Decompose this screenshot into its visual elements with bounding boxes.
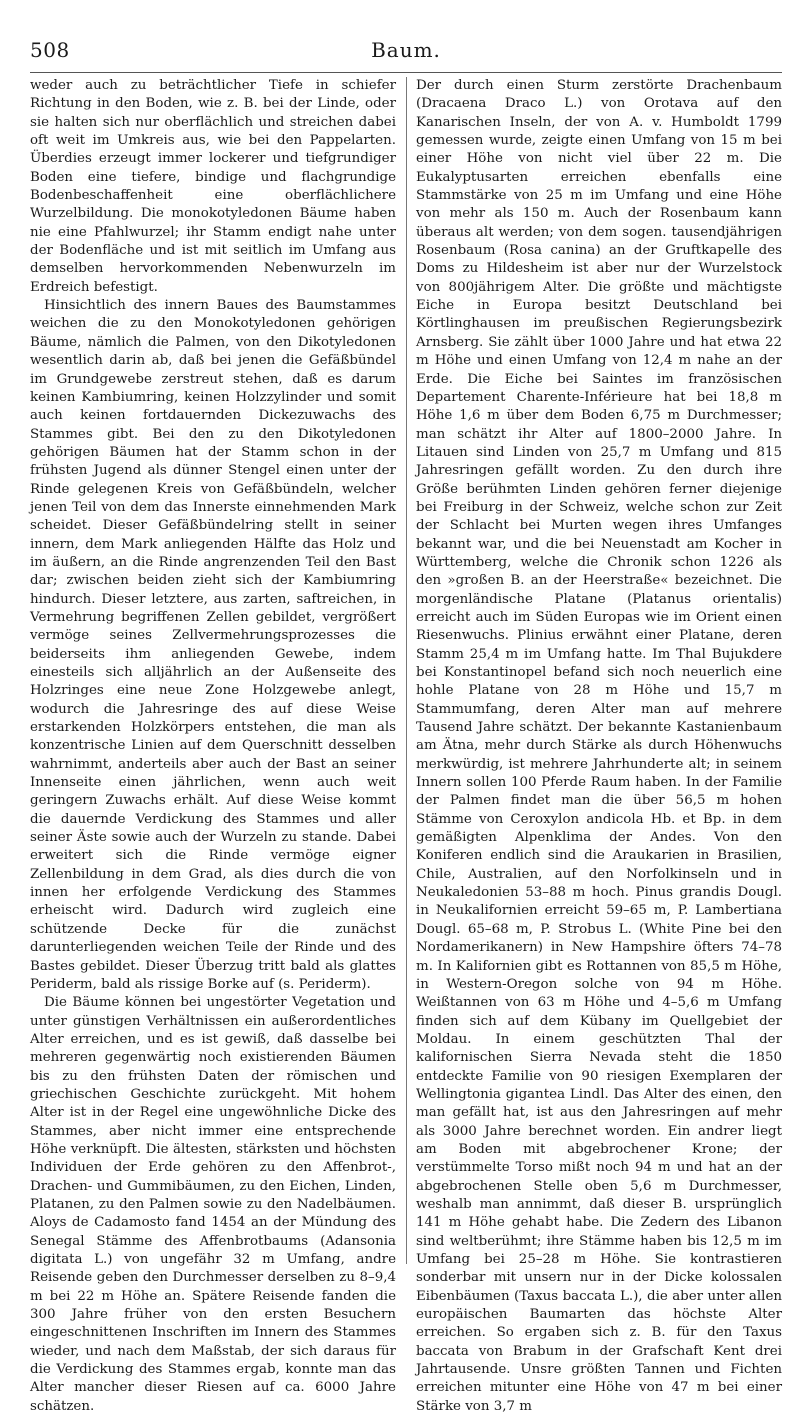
right-column: [416, 77, 782, 1416]
paragraph: weder auch zu beträchtlicher Tiefe in schiefer Richtung in den Boden, wie z. B. bei der Linde, oder sie halten sich nur oberflächlich und streichen dabei oft weit im Umkreis aus, wie bei den Pappelarten. Überdies erzeugt immer lockerer und tiefgrundiger Boden eine tiefere, bindige und flachgrundige Bodenbeschaffenheit eine oberflächlichere Wurzelbildung. Die monokotyledonen Bäume haben nie eine Pfahlwurzel; ihr Stamm endigt nahe unter der Bodenfläche und ist mit seitlich im Umfang aus demselben hervorkommenden Nebenwurzeln im Erdreich befestigt.: [30, 78, 396, 295]
text-columns: [30, 77, 782, 1414]
paragraph: Hinsichtlich des innern Baues des Baumstammes weichen die zu den Monokotyledonen gehörigen Bäume, nämlich die Palmen, von den Dikotyledonen wesentlich darin ab, daß bei jenen die Gefäßbündel im Grundgewebe zerstreut stehen, daß es darum keinen Kambiumring, keinen Holzzylinder und somit auch keinen fortdauernden Dickezuwachs des Stammes gibt. Bei den zu den Dikotyledonen gehörigen Bäumen hat der Stamm schon in der frühsten Jugend als dünner Stengel einen unter der Rinde gelegenen Kreis von Gefäßbündeln, welcher jenen Teil von dem das Innerste einnehmenden Mark scheidet. Dieser Gefäßbündelring stellt in seiner innern, dem Mark anliegenden Hälfte das Holz und im äußern, an die Rinde angrenzenden Teil den Bast dar; zwischen beiden zieht sich der Kambiumring hindurch. Dieser letztere, aus zarten, saftreichen, in Vermehrung begriffenen Zellen gebildet, vergrößert vermöge seines Zellvermehrungsprozesses die beiderseits ihm anliegenden Gewebe, indem einesteils sich alljährlich an der Außenseite des Holzringes eine neue Zone Holzgewebe anlegt, wodurch die Jahresringe des auf diese Weise erstarkenden Holzkörpers entstehen, die man als konzentrische Linien auf dem Querschnitt desselben wahrnimmt, anderteils aber auch der Bast an seiner Innenseite einen jährlichen, wenn auch weit geringern Zuwachs erhält. Auf diese Weise kommt die dauernde Verdickung des Stammes und aller seiner Äste sowie auch der Wurzeln zu stande. Dabei erweitert sich die Rinde vermöge eigner Zellenbildung in dem Grad, als dies durch die von innen her erfolgende Verdickung des Stammes erheischt wird. Dadurch wird zugleich eine schützende Decke für die zunächst darunterliegenden weichen Teile der Rinde und des Bastes gebildet. Dieser Überzug tritt bald als glattes Periderm, bald als rissige Borke auf (s. Periderm).: [30, 298, 396, 992]
column-divider: [406, 77, 407, 1264]
left-column: [30, 77, 396, 1416]
running-head: Baum.: [371, 38, 441, 62]
dictionary-page: [30, 34, 782, 1414]
page-header: [30, 34, 782, 73]
page-number: 508: [30, 38, 70, 62]
paragraph: Der durch einen Sturm zerstörte Drachenbaum (Dracaena Draco L.) von Orotava auf den Kanarischen Inseln, der von A. v. Humboldt 1799 gemessen wurde, zeigte einen Umfang von 15 m bei einer Höhe von nicht viel über 22 m. Die Eukalyptusarten erreichen ebenfalls eine Stammstärke von 25 m im Umfang und eine Höhe von mehr als 150 m. Auch der Rosenbaum kann überaus alt werden; von dem sogen. tausendjährigen Rosenbaum (Rosa canina) an der Gruftkapelle des Doms zu Hildesheim ist aber nur der Wurzelstock von 800jährigem Alter. Die größte und mächtigste Eiche in Europa besitzt Deutschland bei Körtlinghausen im preußischen Regierungsbezirk Arnsberg. Sie zählt über 1000 Jahre und hat etwa 22 m Höhe und einen Umfang von 12,4 m nahe an der Erde. Die Eiche bei Saintes im französischen Departement Charente-Inférieure hat bei 18,8 m Höhe 1,6 m über dem Boden 6,75 m Durchmesser; man schätzt ihr Alter auf 1800–2000 Jahre. In Litauen sind Linden von 25,7 m Umfang und 815 Jahresringen gefällt worden. Zu den durch ihre Größe berühmten Linden gehören ferner diejenige bei Freiburg in der Schweiz, welche schon zur Zeit der Schlacht bei Murten wegen ihres Umfanges bekannt war, und die bei Neuenstadt am Kocher in Württemberg, welche die Chronik schon 1226 als den »großen B. an der Heerstraße« bezeichnet. Die morgenländische Platane (Platanus orientalis) erreicht auch im Süden Europas wie im Orient einen Riesenwuchs. Plinius erwähnt einer Platane, deren Stamm 25,4 m im Umfang hatte. Im Thal Bujukdere bei Konstantinopel befand sich noch neuerlich eine hohle Platane von 28 m Höhe und 15,7 m Stammumfang, deren Alter man auf mehrere Tausend Jahre schätzt. Der bekannte Kastanienbaum am Ätna, mehr durch Stärke als durch Höhenwuchs merkwürdig, ist mehrere Jahrhunderte alt; in seinem Innern sollen 100 Pferde Raum haben. In der Familie der Palmen findet man die über 56,5 m hohen Stämme von Ceroxylon andicola Hb. et Bp. in dem gemäßigten Alpenklima der Andes. Von den Koniferen endlich sind die Araukarien in Brasilien, Chile, Australien, auf den Norfolkinseln und in Neukaledonien 53–88 m hoch. Pinus grandis Dougl. in Neukalifornien erreicht 59–65 m, P. Lambertiana Dougl. 65–68 m, P. Strobus L. (White Pine bei den Nordamerikanern) in New Hampshire öfters 74–78 m. In Kalifornien gibt es Rottannen von 85,5 m Höhe, in Western-Oregon solche von 94 m Höhe. Weißtannen von 63 m Höhe und 4–5,6 m Umfang finden sich auf dem Kübany im Quellgebiet der Moldau. In einem geschützten Thal der kalifornischen Sierra Nevada steht die 1850 entdeckte Familie von 90 riesigen Exemplaren der Wellingtonia gigantea Lindl. Das Alter des einen, den man gefällt hat, ist aus den Jahresringen auf mehr als 3000 Jahre berechnet worden. Ein andrer liegt am Boden mit abgebrochener Krone; der verstümmelte Torso mißt noch 94 m und hat an der abgebrochenen Stelle oben 5,6 m Durchmesser, weshalb man annimmt, daß dieser B. ursprünglich 141 m Höhe gehabt habe. Die Zedern des Libanon sind weltberühmt; ihre Stämme haben bis 12,5 m im Umfang bei 25–28 m Höhe. Sie kontrastieren sonderbar mit unsern nur in der Dicke kolossalen Eibenbäumen (Taxus baccata L.), die aber unter allen europäischen Baumarten das höchste Alter erreichen. So ergaben sich z. B. für den Taxus baccata von Brabum in der Grafschaft Kent drei Jahrtausende. Unsre größten Tannen und Fichten erreichen mitunter eine Höhe von 47 m bei einer Stärke von 3,7 m: [416, 78, 782, 1414]
paragraph: Die Bäume können bei ungestörter Vegetation und unter günstigen Verhältnissen ein außerordentliches Alter erreichen, und es ist gewiß, daß dasselbe bei mehreren gegenwärtig noch existierenden Bäumen bis zu den frühsten Daten der römischen und griechischen Geschichte zurückgeht. Mit hohem Alter ist in der Regel eine ungewöhnliche Dicke des Stammes, aber nicht immer eine entsprechende Höhe verknüpft. Die ältesten, stärksten und höchsten Individuen der Erde gehören zu den Affenbrot-, Drachen- und Gummibäumen, zu den Eichen, Linden, Platanen, zu den Palmen sowie zu den Nadelbäumen. Aloys de Cadamosto fand 1454 an der Mündung des Senegal Stämme des Affenbrotbaums (Adansonia digitata L.) von ungefähr 32 m Umfang, andre Reisende geben den Durchmesser derselben zu 8–9,4 m bei 22 m Höhe an. Spätere Reisende fanden die 300 Jahre früher von den ersten Besuchern eingeschnittenen Inschriften im Innern des Stammes wieder, und nach dem Maßstab, der sich daraus für die Verdickung des Stammes ergab, konnte man das Alter mancher dieser Riesen auf ca. 6000 Jahre schätzen.: [30, 995, 396, 1414]
